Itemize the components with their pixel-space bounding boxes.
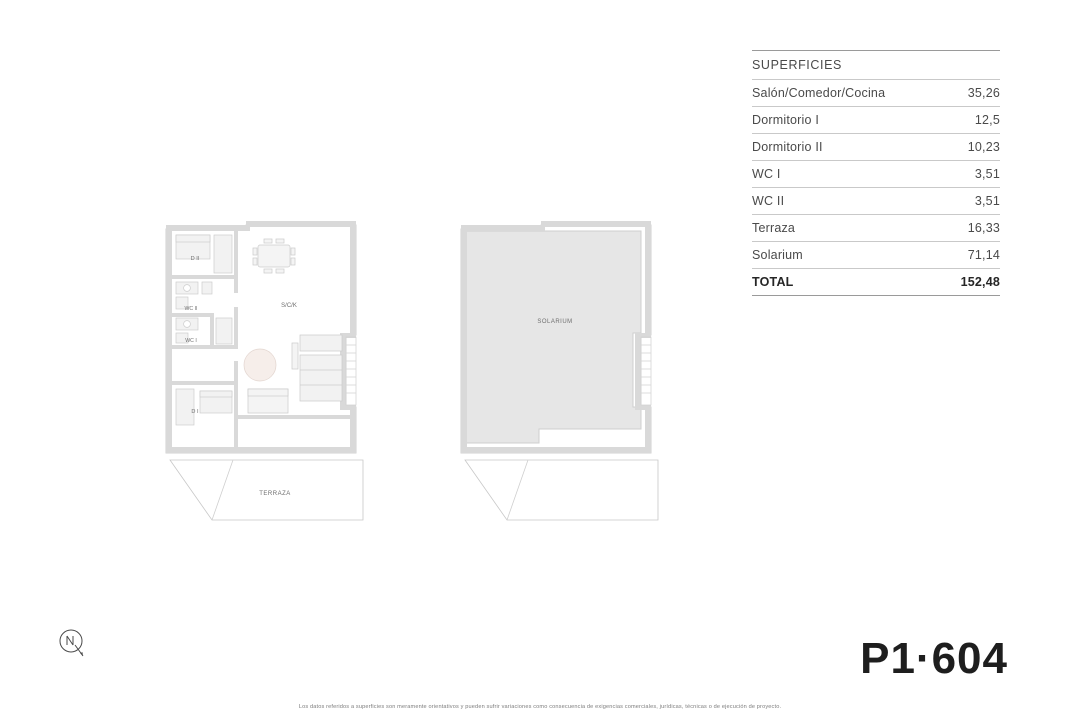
- floor-plan-solarium: [445, 215, 685, 535]
- disclaimer-text: Los datos referidos a superficies son meramente orientativos y pueden sufrir variaciones como consecuencia de exigencias comerciales, jurídicas, técnicas o de ejecución de proyecto.: [298, 704, 782, 710]
- row-label: WC II: [752, 194, 785, 208]
- floor-plan-lower: [150, 215, 390, 535]
- surfaces-header-row: [752, 50, 1000, 79]
- table-row: [752, 187, 1000, 214]
- room-label-salon: S/C/K: [281, 303, 297, 309]
- row-value: 35,26: [967, 86, 1000, 100]
- row-label: Solarium: [752, 248, 803, 262]
- row-label: Dormitorio II: [752, 140, 823, 154]
- solarium-area: [465, 231, 641, 443]
- table-row: [752, 79, 1000, 106]
- total-value: 152,48: [960, 275, 1000, 289]
- north-arrow-icon: [56, 626, 90, 660]
- row-value: 10,23: [967, 140, 1000, 154]
- table-row: [752, 241, 1000, 268]
- room-label-solarium: SOLARIUM: [537, 319, 573, 325]
- room-label-dormitorio-1: D I: [191, 409, 199, 415]
- room-label-terraza: TERRAZA: [259, 491, 291, 497]
- surfaces-table: [752, 50, 1000, 296]
- room-label-wc-2: WC II: [184, 306, 198, 312]
- row-label: Dormitorio I: [752, 113, 819, 127]
- row-label: WC I: [752, 167, 781, 181]
- table-row: [752, 133, 1000, 160]
- row-value: 16,33: [967, 221, 1000, 235]
- row-label: Terraza: [752, 221, 796, 235]
- row-value: 3,51: [974, 194, 1000, 208]
- surfaces-title: SUPERFICIES: [752, 58, 842, 72]
- room-label-wc-1: WC I: [185, 338, 197, 344]
- row-value: 12,5: [974, 113, 1000, 127]
- room-label-dormitorio-2: D II: [190, 256, 200, 262]
- row-value: 3,51: [974, 167, 1000, 181]
- row-value: 71,14: [967, 248, 1000, 262]
- table-row: [752, 106, 1000, 133]
- table-row-total: [752, 268, 1000, 296]
- plan-code: P1·604: [860, 634, 1008, 683]
- row-label: Salón/Comedor/Cocina: [752, 86, 886, 100]
- table-row: [752, 214, 1000, 241]
- total-label: TOTAL: [752, 275, 794, 289]
- table-row: [752, 160, 1000, 187]
